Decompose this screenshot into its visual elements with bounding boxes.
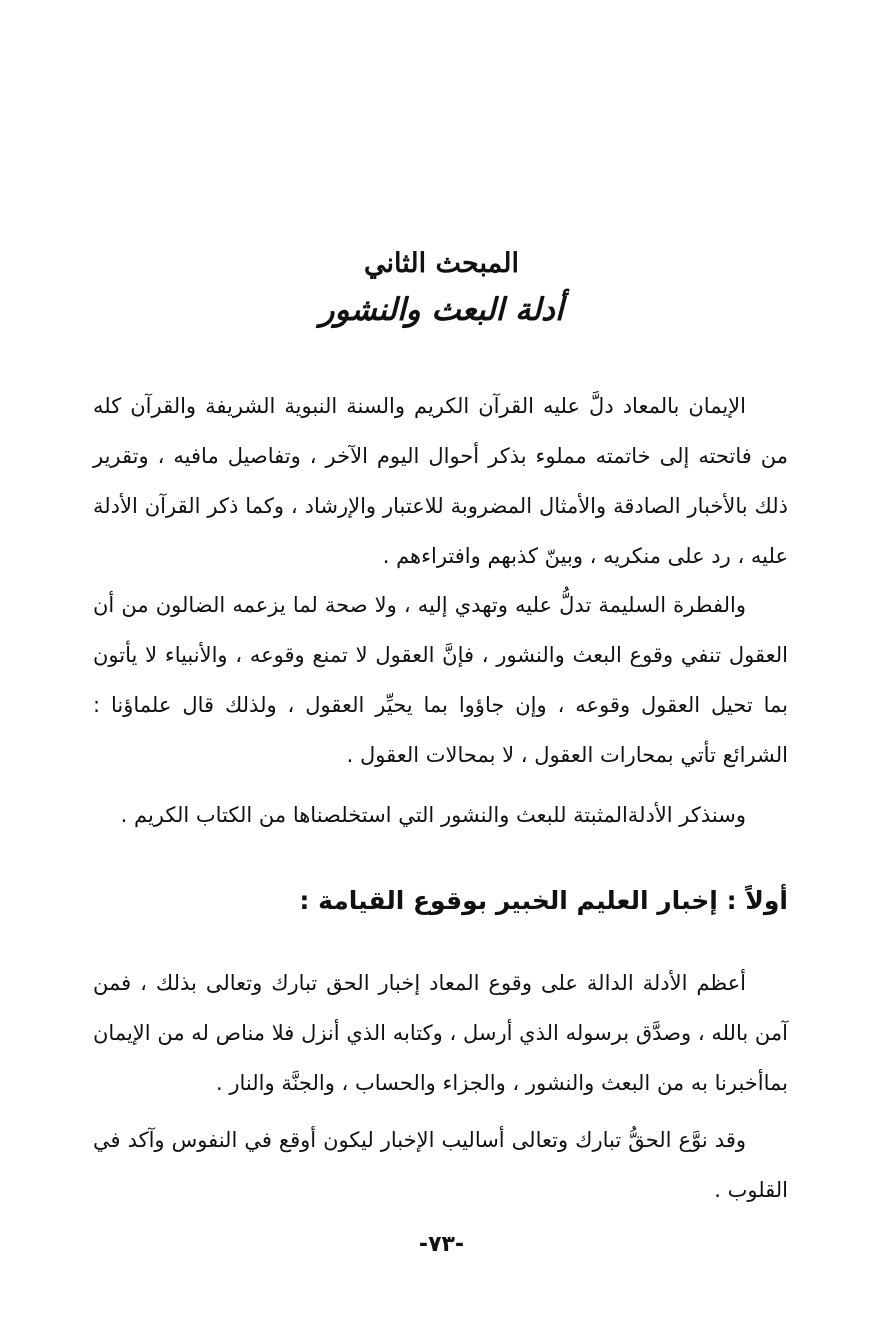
paragraph-5 bbox=[93, 1115, 788, 1215]
page-number: -٧٣- bbox=[418, 1232, 465, 1257]
paragraph-1-text: الإيمان بالمعاد دلَّ عليه القرآن الكريم والسنة النبوية الشريفة والقرآن كله من فاتحته إلى خاتمته مملوء بذكر أحوال اليوم الآخر ، وتفاصيل مافيه ، وتقرير ذلك بالأخبار الصادقة والأمثال المضروبة للاعتبار والإرشاد ، وكما ذكر القرآن الأدلة عليه ، رد على منكريه ، وبينّ كذبهم وافتراءهم . bbox=[93, 394, 788, 568]
paragraph-1 bbox=[93, 381, 788, 581]
section-title: أولاً : إخبار العليم الخبير بوقوع القيامة : bbox=[299, 886, 788, 915]
paragraph-4-text: أعظم الأدلة الدالة على وقوع المعاد إخبار الحق تبارك وتعالى بذلك ، فمن آمن بالله ، وصدَّق برسوله الذي أرسل ، وكتابه الذي أنزل فلا مناص له من الإيمان بماأخبرنا به من البعث والنشور ، والجزاء والحساب ، والجنَّة والنار . bbox=[93, 971, 788, 1095]
paragraph-4 bbox=[93, 958, 788, 1108]
chapter-heading: المبحث الثاني bbox=[364, 248, 519, 279]
chapter-subheading: أدلة البعث والنشور bbox=[319, 292, 564, 328]
paragraph-3 bbox=[93, 790, 788, 840]
paragraph-2 bbox=[93, 580, 788, 780]
paragraph-2-text: والفطرة السليمة تدلُّ عليه وتهدي إليه ، ولا صحة لما يزعمه الضالون من أن العقول تنفي وقوع البعث والنشور ، فإنَّ العقول لا تمنع وقوعه ، والأنبياء لا يأتون بما تحيل العقول وقوعه ، وإن جاؤوا بما يحيِّر العقول ، ولذلك قال علماؤنا : الشرائع تأتي بمحارات العقول ، لا بمحالات العقول . bbox=[93, 593, 788, 767]
paragraph-3-text: وسنذكر الأدلةالمثبتة للبعث والنشور التي استخلصناها من الكتاب الكريم . bbox=[120, 803, 746, 827]
paragraph-5-text: وقد نوَّع الحقُّ تبارك وتعالى أساليب الإخبار ليكون أوقع في النفوس وآكد في القلوب . bbox=[93, 1128, 788, 1202]
